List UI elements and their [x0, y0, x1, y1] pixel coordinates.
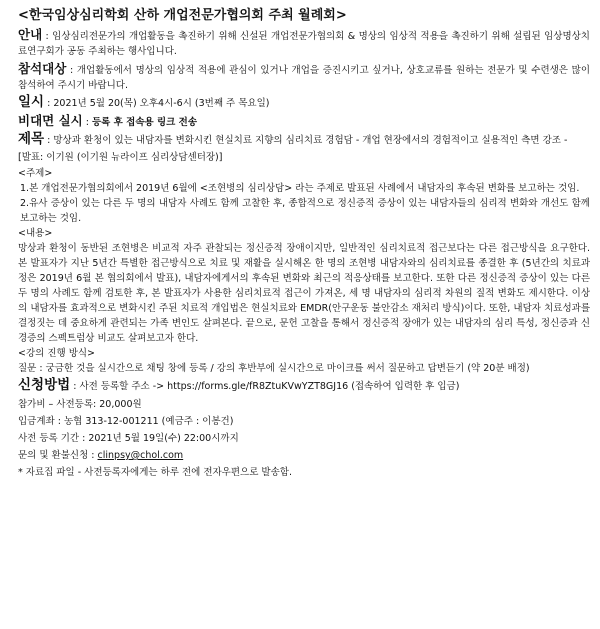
account-line: 입금계좌 : 농협 313-12-001211 (예금주 : 이봉건)	[18, 416, 234, 427]
topic-section	[18, 132, 590, 148]
audience-text: 개업활동에서 명상의 임상적 적용에 관심이 있거나 개업을 증진시키고 싶거나, 상호교류를 원하는 전문가 및 수련생은 많이 참석하여 주시기 바랍니다.	[18, 65, 590, 91]
note-line: * 자료집 파일 - 사전등록자에게는 하루 전에 전자우편으로 발송함.	[18, 467, 292, 478]
date-label: 일시	[18, 94, 45, 110]
inquiry-label: 문의 및 환불신청 :	[18, 450, 98, 461]
registration-text: 사전 등록할 주소 -> https://forms.gle/fR8ZtuKVwYZT8GJ16 (접속하여 입력한 후 입금)	[79, 381, 460, 392]
document-title: <한국임상심리학회 산하 개업전문가협의회 주최 월례회>	[18, 8, 347, 23]
period-line: 사전 등록 기간 : 2021년 5월 19일(수) 22:00시까지	[18, 433, 239, 444]
content-text: 망상과 환청이 동반된 조현병은 비교적 자주 관찰되는 정신증적 장애이지만, 일반적인 심리치료적 접근보다는 다른 접근방식을 요구한다. 본 발표자가 지난 5년간 특별한 접근방식으로 치료 및 재활을 실시해온 한 명의 조현병 내담자와의 심리치료를 종결한 후 (5년간의 치료과정은 2019년 6월 본 협의회에서 발표), 내담자에게서의 후속된 변화와 최근의 적응상태를 보고한다. 또한 다른 정신증적 증상이 있는 다른 두 명의 사례도 함께 검토한 후, 본 발표자가 사용한 심리치료적 접근이 가져온, 세 명 내담자의 심리적 차원의 질적 변화도 제시한다. 이상의 내담자를 효과적으로 변화시킨 주된 치료적 개입법은 현실치료와 EMDR(안구운동 불안감소 재처리 방식)이다. 또한, 내담자 치료성과를 결정짓는 데 중요하게 관련되는 가족 변인도 살펴본다. 끝으로, 문헌 고찰을 통해서 정신증적 장애가 있는 내담자의 심리 특성, 정신증과 신경증의 스펙트럼상 비교도 살펴보고자 한다.	[18, 243, 590, 344]
audience-label: 참석대상	[18, 61, 67, 76]
topic-colon: :	[47, 135, 54, 146]
audience-section	[18, 61, 590, 93]
content-label: <내용>	[18, 228, 53, 239]
online-label: 비대면 실시	[18, 113, 83, 128]
theme-item-1: 1.본 개업전문가협의회에서 2019년 6월에 <조현병의 심리상담> 라는 주제로 발표된 사례에서 내담자의 후속된 변화를 보고하는 것임.	[20, 183, 580, 194]
intro-section	[18, 27, 590, 59]
date-colon: :	[47, 98, 54, 109]
intro-label: 안내	[18, 27, 43, 42]
theme-label: <주제>	[18, 168, 53, 179]
online-section	[18, 113, 590, 130]
inquiry-line	[18, 447, 590, 464]
audience-colon: :	[69, 65, 77, 76]
topic-label: 제목	[18, 131, 45, 147]
inquiry-email-link[interactable]: clinpsy@chol.com	[97, 450, 184, 461]
method-label: <강의 진행 방식>	[18, 348, 96, 359]
date-section	[18, 95, 590, 111]
online-colon: :	[85, 117, 92, 128]
registration-colon: :	[73, 381, 80, 392]
intro-colon: :	[45, 31, 53, 42]
method-text: 질문 : 궁금한 것을 실시간으로 채팅 창에 등록 / 강의 후반부에 실시간으로 마이크를 써서 질문하고 답변듣기 (약 20분 배정)	[18, 363, 530, 374]
date-text: 2021년 5월 20(목) 오후4시-6시 (3번째 주 목요일)	[53, 98, 270, 109]
theme-item-2: 2.유사 증상이 있는 다른 두 명의 내담자 사례도 함께 고찰한 후, 종합적으로 정신증적 증상이 있는 내담자들의 심리적 변화와 개선도 함께 보고하는 것임.	[20, 198, 590, 224]
intro-text: 임상심리전문가의 개업활동을 촉진하기 위해 신설된 개업전문가협의회 & 명상의 임상적 적용을 촉진하기 위해 설립된 임상명상치료연구회가 공동 주최하는 행사입니다.	[18, 31, 590, 57]
online-text: 등록 후 접속용 링크 전송	[92, 117, 197, 128]
registration-label: 신청방법	[18, 377, 71, 393]
topic-text: 망상과 환청이 있는 내담자를 변화시킨 현실치료 지향의 심리치료 경험담 - 개업 현장에서의 경험적이고 실용적인 측면 강조 -	[53, 135, 568, 146]
presenter-line: [발표: 이기원 (이기원 뉴라이프 심리상담센터장)]	[18, 152, 223, 163]
registration-section	[18, 378, 590, 394]
fee-line: 참가비 – 사전등록: 20,000원	[18, 399, 142, 410]
